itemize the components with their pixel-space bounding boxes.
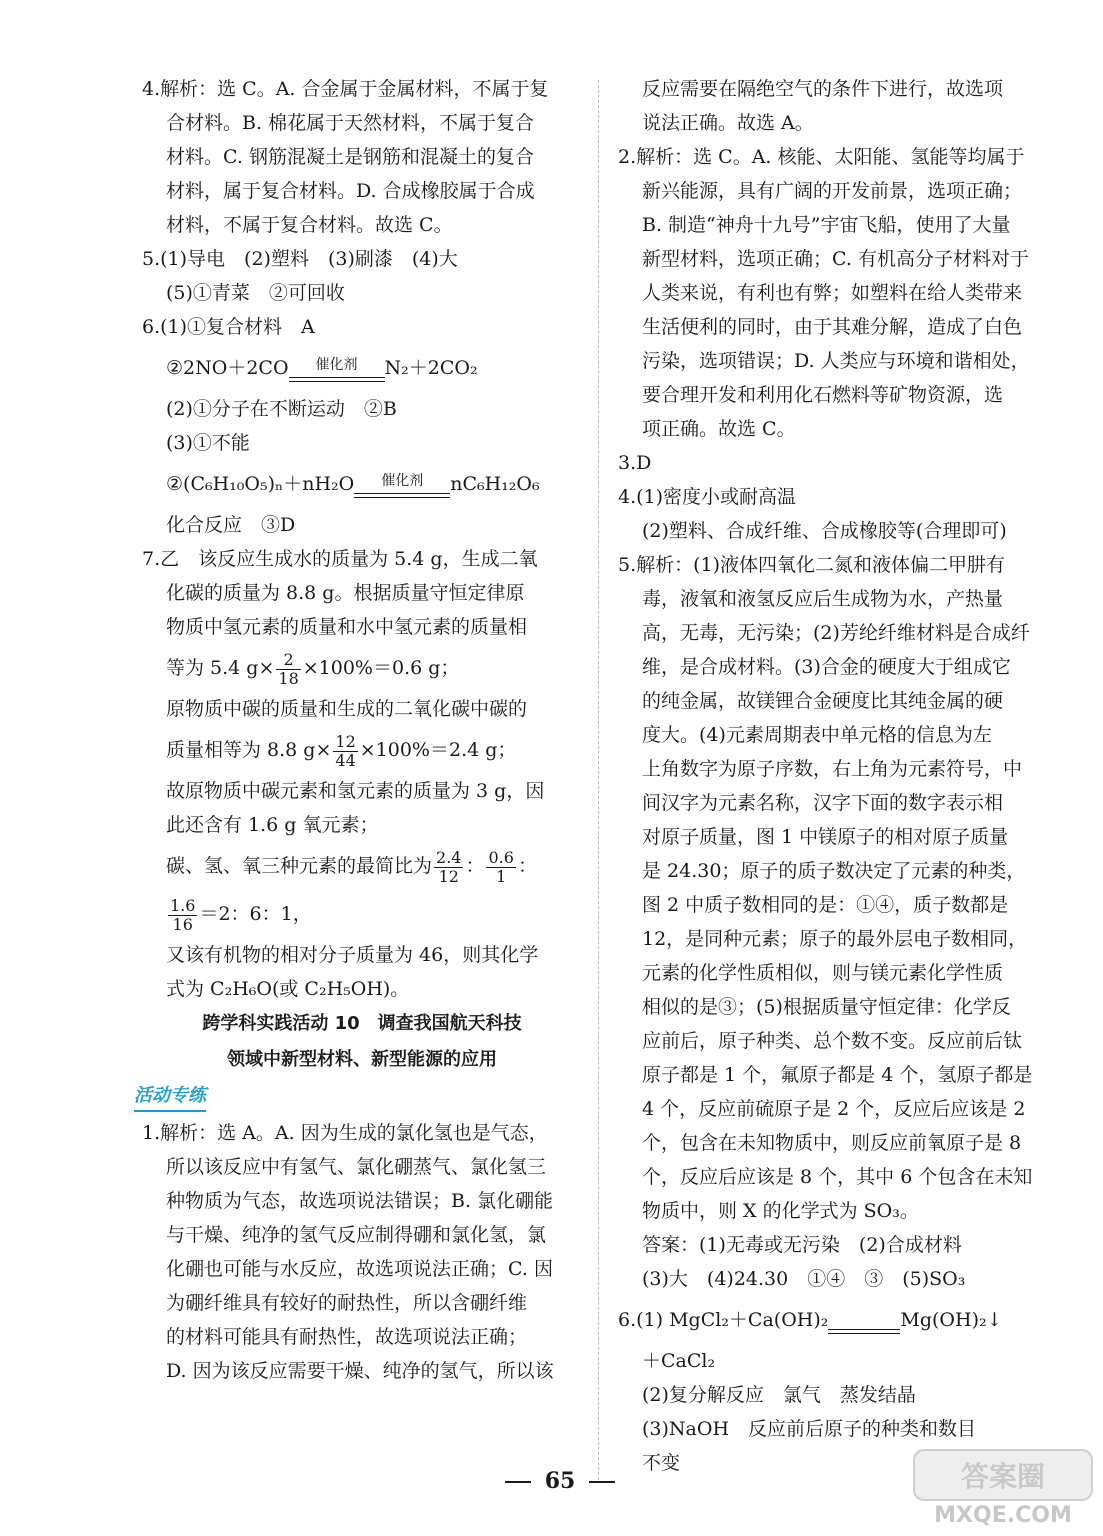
formula-text: 等为 5.4 g× — [166, 657, 275, 679]
formula-text: ×100%＝0.6 g； — [302, 657, 460, 679]
ratio-colon: ： — [517, 855, 537, 877]
a1-line: D. 因为该反应需要干燥、纯净的氢气，所以该 — [166, 1360, 554, 1382]
q7-line: 化碳的质量为 8.8 g。根据质量守恒定律原 — [166, 582, 525, 604]
a2-line: 污染，选项错误；D. 人类应与环境和谐相处， — [642, 350, 1030, 372]
a2-line: 要合理开发和利用化石燃料等矿物资源，选 — [642, 384, 1004, 406]
fraction — [333, 733, 357, 770]
q6-line: 6.(1)①复合材料 A — [142, 316, 315, 338]
a5-answer-line: (3)大 (4)24.30 ①④ ③ (5)SO₃ — [642, 1268, 966, 1290]
a5-line: 个，反应后应该是 8 个，其中 6 个包含在未知 — [642, 1166, 1033, 1188]
fraction-numerator: 1.6 — [170, 895, 196, 915]
formula-text: ×100%＝2.4 g； — [359, 739, 517, 761]
q4-block — [142, 72, 582, 242]
watermark-url: MXQE.COM — [934, 1503, 1072, 1528]
a5-answer-line: 答案：(1)无毒或无污染 (2)合成材料 — [642, 1234, 962, 1256]
a5-line: 对原子质量，图 1 中镁原子的相对原子质量 — [642, 826, 1009, 848]
a1-line: 所以该反应中有氢气、氯化硼蒸气、氯化氢三 — [166, 1156, 547, 1178]
a5-line: 物质中，则 X 的化学式为 SO₃。 — [642, 1200, 919, 1222]
a6-line: (3)NaOH 反应前后原子的种类和数目 — [642, 1418, 977, 1440]
fraction-denominator: 1 — [496, 866, 507, 886]
a1-cont-line: 说法正确。故选 A。 — [642, 112, 814, 134]
a5-line: 间汉字为元素名称，汉字下面的数字表示相 — [642, 792, 1004, 814]
a5-line: 应前后，原子种类、总个数不变。反应前后钛 — [642, 1030, 1023, 1052]
fraction-numerator: 2.4 — [436, 847, 462, 867]
a5-line: 4 个，反应前硫原子是 2 个，反应后应该是 2 — [642, 1098, 1026, 1120]
a5-line: 的纯金属，故镁锂合金硬度比其纯金属的硬 — [642, 690, 1004, 712]
fraction-numerator: 12 — [335, 731, 356, 751]
fraction-denominator: 44 — [335, 750, 356, 770]
a5-line: 毒，液氧和液氢反应后生成物为水，产热量 — [642, 588, 1004, 610]
section-title: 领域中新型材料、新型能源的应用 — [227, 1049, 497, 1070]
a2-line: 生活便利的同时，由于其难分解，造成了白色 — [642, 316, 1023, 338]
q6-line: (3)①不能 — [166, 432, 250, 454]
a6-line: 不变 — [642, 1452, 681, 1474]
a5-line: 个，包含在未知物质中，则反应前氧原子是 8 — [642, 1132, 1022, 1154]
q5-line: 5.(1)导电 (2)塑料 (3)刷漆 (4)大 — [142, 248, 458, 270]
a4-line: (2)塑料、合成纤维、合成橡胶等(合理即可) — [642, 520, 1007, 542]
a2-line: 人类来说，有利也有弊；如塑料在给人类带来 — [642, 282, 1023, 304]
fraction — [276, 651, 300, 688]
a2-line: 2.解析：选 C。A. 核能、太阳能、氢能等均属于 — [618, 146, 1025, 168]
fraction — [486, 849, 515, 886]
equation-reactants: ②(C₆H₁₀O₅)ₙ＋nH₂O — [166, 473, 355, 495]
a5-line: 度大。(4)元素周期表中单元格的信息为左 — [642, 724, 992, 746]
a2-line: B. 制造“神舟十九号”宇宙飞船，使用了大量 — [642, 214, 1011, 236]
catalyst-arrow — [289, 357, 385, 392]
q7-line: 原物质中碳的质量和生成的二氧化碳中碳的 — [166, 698, 528, 720]
ratio-colon: ： — [465, 855, 485, 877]
q7-formula-3 — [142, 842, 582, 890]
q7-line: 7.乙 该反应生成水的质量为 5.4 g，生成二氧 — [142, 548, 538, 570]
a5-line: 相似的是③；(5)根据质量守恒定律：化学反 — [642, 996, 1011, 1018]
watermark-text: 答案圈 — [960, 1460, 1046, 1493]
formula-text: 质量相等为 8.8 g× — [166, 739, 332, 761]
fraction-denominator: 18 — [278, 668, 299, 688]
a5-line: 维，是合成材料。(3)合金的硬度大于组成它 — [642, 656, 1011, 678]
a5-line: 高，无毒，无污染；(2)芳纶纤维材料是合成纤 — [642, 622, 1030, 644]
a5-line: 原子都是 1 个，氟原子都是 4 个，氢原子都是 — [642, 1064, 1033, 1086]
fraction — [434, 849, 463, 886]
page-number — [440, 1468, 680, 1494]
a4-line: 4.(1)密度小或耐高温 — [618, 486, 797, 508]
fraction-denominator: 12 — [438, 866, 459, 886]
fraction-numerator: 0.6 — [488, 847, 514, 867]
q7-line: 此还含有 1.6 g 氧元素； — [166, 814, 379, 836]
a1-line: 种物质为气态，故选项说法错误；B. 氯化硼能 — [166, 1190, 554, 1212]
q4-line: 材料，不属于复合材料。故选 C。 — [166, 214, 453, 236]
catalyst-label: 催化剂 — [381, 473, 424, 489]
q7-formula-1 — [142, 644, 582, 692]
a6-equation — [618, 1296, 1058, 1344]
page-number-text: 65 — [544, 1468, 576, 1494]
q5-line: (5)①青菜 ②可回收 — [166, 282, 345, 304]
formula-text: ＝2：6：1， — [199, 903, 312, 925]
a5-line: 图 2 中质子数相同的是：①④，质子数都是 — [642, 894, 1009, 916]
watermark-logo — [910, 1446, 1096, 1528]
right-column — [618, 72, 1058, 1480]
q6-line: 化合反应 ③D — [166, 514, 296, 536]
q7-line: 故原物质中碳元素和氢元素的质量为 3 g，因 — [166, 780, 545, 802]
a5-line: 12，是同种元素；原子的最外层电子数相同， — [642, 928, 1028, 950]
equation-products: N₂＋2CO₂ — [384, 357, 478, 379]
q7-line: 物质中氢元素的质量和水中氢元素的质量相 — [166, 616, 528, 638]
q7-formula-2 — [142, 726, 582, 774]
fraction — [168, 897, 197, 934]
catalyst-arrow — [354, 473, 450, 508]
equation-reactants: ②2NO＋2CO — [166, 357, 289, 379]
a5-line: 上角数字为原子序数，右上角为元素符号，中 — [642, 758, 1023, 780]
catalyst-label: 催化剂 — [315, 357, 358, 373]
a5-line: 是 24.30；原子的质子数决定了元素的种类， — [642, 860, 1026, 882]
q6-line: (2)①分子在不断运动 ②B — [166, 398, 397, 420]
a1-line: 化硼也可能与水反应，故选项说法正确；C. 因 — [166, 1258, 553, 1280]
equation-products: nC₆H₁₂O₆ — [450, 473, 540, 495]
a1-cont-line: 反应需要在隔绝空气的条件下进行，故选项 — [642, 78, 1004, 100]
activity-heading: 活动专练 — [134, 1082, 206, 1112]
equals-sign — [828, 1329, 900, 1344]
fraction-numerator: 2 — [276, 651, 300, 670]
q7-line: 式为 C₂H₆O(或 C₂H₅OH)。 — [166, 978, 410, 1000]
left-column — [134, 72, 582, 1388]
a6-line: ＋CaCl₂ — [642, 1350, 716, 1372]
a1-line: 与干燥、纯净的氢气反应制得硼和氯化氢，氯 — [166, 1224, 547, 1246]
q7-line: 又该有机物的相对分子质量为 46，则其化学 — [166, 944, 539, 966]
a2-line: 新兴能源，具有广阔的开发前景，选项正确； — [642, 180, 1023, 202]
a1-line: 为硼纤维具有较好的耐热性，所以含硼纤维 — [166, 1292, 528, 1314]
a5-line: 元素的化学性质相似，则与镁元素化学性质 — [642, 962, 1004, 984]
a6-line: (2)复分解反应 氯气 蒸发结晶 — [642, 1384, 916, 1406]
a1-line: 1.解析：选 A。A. 因为生成的氯化氢也是气态， — [142, 1122, 548, 1144]
equation-reactants: 6.(1) MgCl₂＋Ca(OH)₂ — [618, 1309, 829, 1331]
q4-line: 4.解析：选 C。A. 合金属于金属材料，不属于复 — [142, 78, 549, 100]
section-title: 跨学科实践活动 10 调查我国航天科技 — [202, 1013, 522, 1034]
fraction-denominator: 16 — [172, 914, 193, 934]
q4-line: 材料。C. 钢筋混凝土是钢筋和混凝土的复合 — [166, 146, 534, 168]
column-divider — [598, 80, 599, 1480]
a1-line: 的材料可能具有耐热性，故选项说法正确； — [166, 1326, 528, 1348]
a3-line: 3.D — [618, 452, 652, 474]
a2-line: 新型材料，选项正确；C. 有机高分子材料对于 — [642, 248, 1029, 270]
q6-equation-2 — [142, 460, 582, 508]
q7-formula-3-cont — [142, 890, 582, 938]
a5-line: 5.解析：(1)液体四氧化二氮和液体偏二甲肼有 — [618, 554, 1006, 576]
formula-text: 碳、氢、氧三种元素的最简比为 — [166, 855, 433, 877]
q6-equation-1 — [142, 344, 582, 392]
equation-products: Mg(OH)₂↓ — [900, 1309, 1003, 1331]
q4-line: 材料，属于复合材料。D. 合成橡胶属于合成 — [166, 180, 535, 202]
a2-line: 项正确。故选 C。 — [642, 418, 796, 440]
q4-line: 合材料。B. 棉花属于天然材料，不属于复合 — [166, 112, 535, 134]
